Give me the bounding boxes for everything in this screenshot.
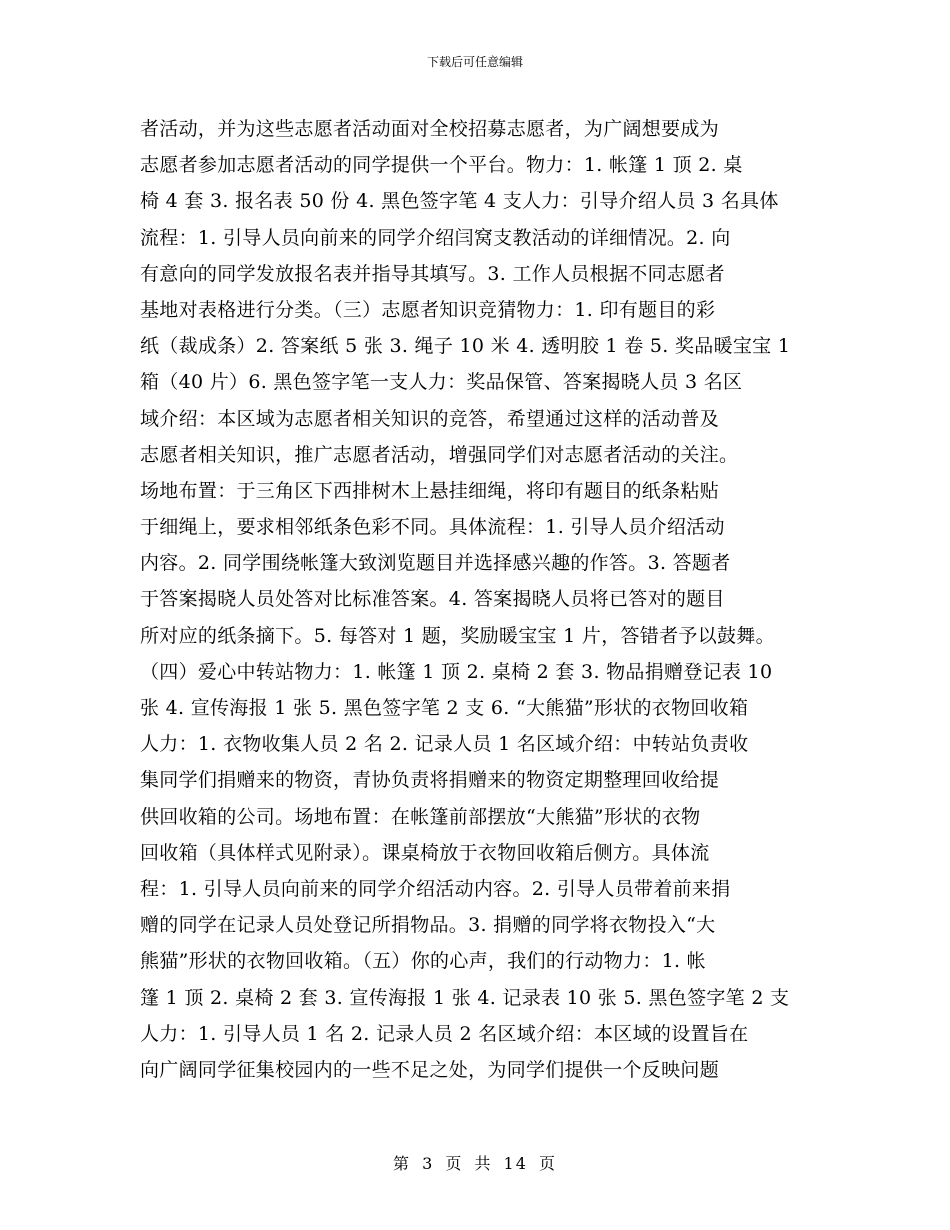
- body-line: 程：1. 引导人员向前来的同学介绍活动内容。2. 引导人员带着前来捐: [140, 877, 731, 900]
- page-number-footer: 第 3 页 共 14 页: [393, 1154, 557, 1173]
- body-line: 所对应的纸条摘下。5. 每答对 1 题，奖励暖宝宝 1 片，答错者予以鼓舞。: [140, 624, 775, 647]
- document-body: [140, 114, 840, 1091]
- body-line: 内容。2. 同学围绕帐篷大致浏览题目并选择感兴趣的作答。3. 答题者: [140, 552, 731, 575]
- body-line: 纸（裁成条）2. 答案纸 5 张 3. 绳子 10 米 4. 透明胶 1 卷 5. 奖品暖宝宝 1: [140, 335, 791, 358]
- body-line: （四）爱心中转站物力：1. 帐篷 1 顶 2. 桌椅 2 套 3. 物品捐赠登记表 10: [140, 660, 773, 683]
- body-line: 箱（40 片）6. 黑色签字笔一支人力：奖品保管、答案揭晓人员 3 名区: [140, 371, 743, 394]
- body-line: 志愿者相关知识，推广志愿者活动，增强同学们对志愿者活动的关注。: [140, 443, 739, 466]
- body-line: 流程：1. 引导人员向前来的同学介绍闫窝支教活动的详细情况。2. 向: [140, 226, 731, 249]
- body-line: 志愿者参加志愿者活动的同学提供一个平台。物力：1. 帐篷 1 顶 2. 桌: [140, 154, 743, 177]
- body-line: 张 4. 宣传海报 1 张 5. 黑色签字笔 2 支 6. “大熊猫”形状的衣物回收箱: [140, 697, 749, 719]
- body-line: 场地布置：于三角区下西排树木上悬挂细绳，将印有题目的纸条粘贴: [140, 479, 720, 502]
- page-header: 下载后可任意编辑: [426, 55, 523, 69]
- body-line: 供回收箱的公司。场地布置：在帐篷前部摆放“大熊猫”形状的衣物: [140, 805, 701, 828]
- body-line: 有意向的同学发放报名表并指导其填写。3. 工作人员根据不同志愿者: [140, 262, 725, 285]
- body-line: 人力：1. 衣物收集人员 2 名 2. 记录人员 1 名区域介绍：中转站负责收: [140, 733, 749, 756]
- body-line: 人力：1. 引导人员 1 名 2. 记录人员 2 名区域介绍：本区域的设置旨在: [140, 1022, 749, 1045]
- body-line: 基地对表格进行分类。（三）志愿者知识竞猜物力：1. 印有题目的彩: [140, 298, 716, 321]
- body-line: 回收箱（具体样式见附录）。课桌椅放于衣物回收箱后侧方。具体流: [140, 841, 710, 864]
- body-line: 集同学们捐赠来的物资，青协负责将捐赠来的物资定期整理回收给提: [140, 769, 720, 792]
- body-line: 域介绍：本区域为志愿者相关知识的竞答，希望通过这样的活动普及: [140, 407, 720, 430]
- body-line: 赠的同学在记录人员处登记所捐物品。3. 捐赠的同学将衣物投入“大: [140, 914, 716, 937]
- body-line: 于细绳上，要求相邻纸条色彩不同。具体流程：1. 引导人员介绍活动: [140, 516, 725, 539]
- body-line: 向广阔同学征集校园内的一些不足之处，为同学们提供一个反映问题: [140, 1058, 720, 1081]
- body-line: 篷 1 顶 2. 桌椅 2 套 3. 宣传海报 1 张 4. 记录表 10 张 5. 黑色签字笔 2 支: [140, 986, 790, 1009]
- body-line: 者活动，并为这些志愿者活动面对全校招募志愿者，为广阔想要成为: [140, 118, 720, 140]
- body-line: 熊猫”形状的衣物回收箱。（五）你的心声，我们的行动物力：1. 帐: [140, 950, 706, 973]
- body-line: 椅 4 套 3. 报名表 50 份 4. 黑色签字笔 4 支人力：引导介绍人员 3 名具体: [140, 190, 779, 213]
- body-line: 于答案揭晓人员处答对比标准答案。4. 答案揭晓人员将已答对的题目: [140, 588, 725, 611]
